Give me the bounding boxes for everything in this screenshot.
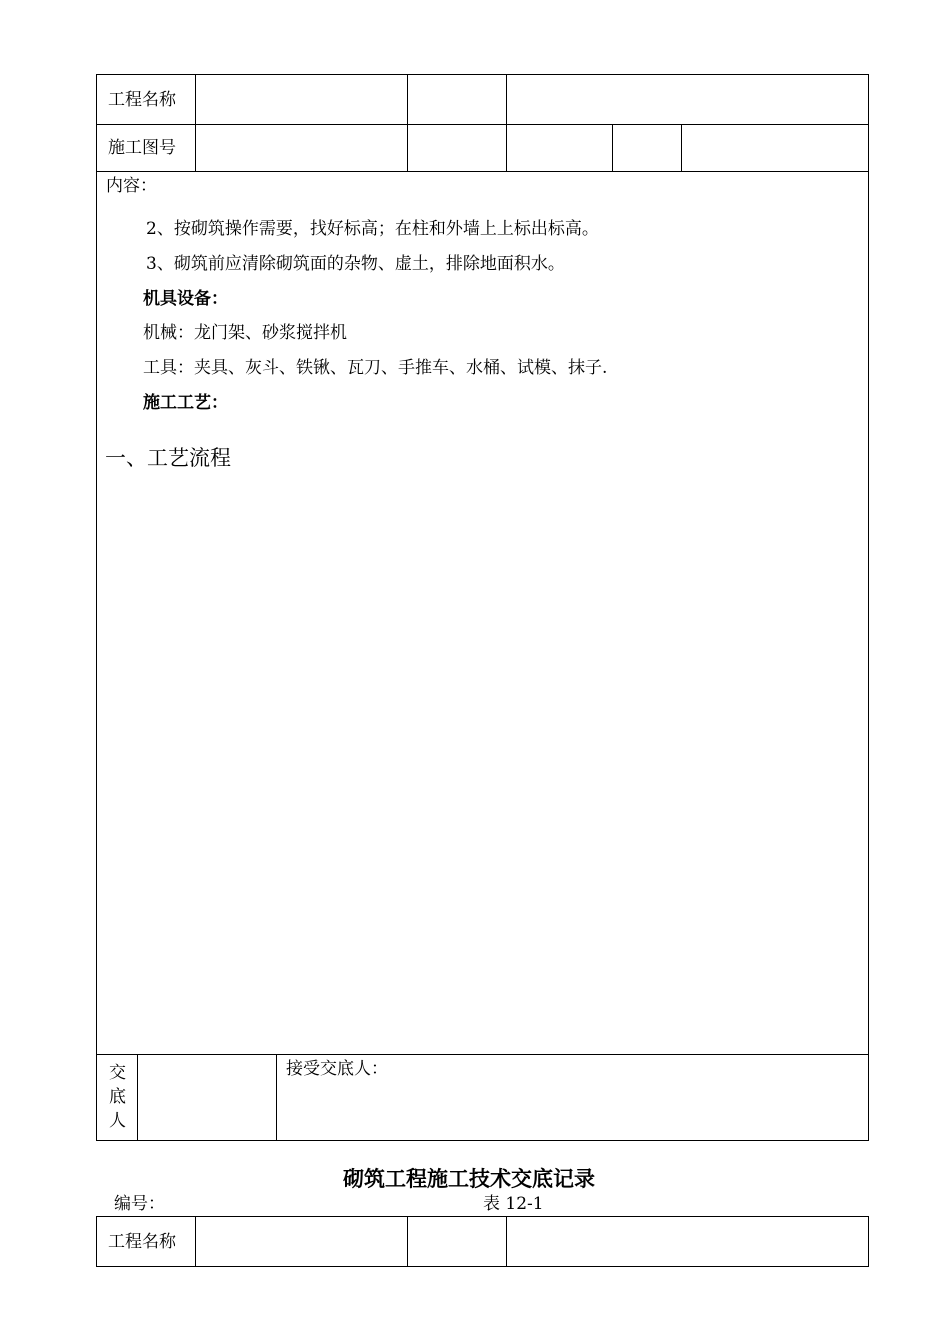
machinery-line: 机械：龙门架、砂浆搅拌机	[143, 323, 347, 343]
table-rule-bottom	[96, 1140, 869, 1141]
project-name-label: 工程名称	[108, 1232, 176, 1252]
header-field-label[interactable]	[408, 75, 506, 124]
giver-signature-field[interactable]	[138, 1055, 276, 1140]
header-field-value[interactable]	[682, 125, 868, 171]
equipment-heading: 机具设备：	[143, 289, 228, 309]
serial-number-label: 编号：	[114, 1194, 165, 1214]
header-field-label[interactable]	[408, 1217, 506, 1266]
giver-label	[99, 1061, 136, 1133]
giver-label-char: 交	[109, 1063, 126, 1083]
header-field-value[interactable]	[507, 125, 612, 171]
giver-label-char: 底	[109, 1087, 126, 1107]
project-name-label: 工程名称	[108, 90, 176, 110]
process-heading: 施工工艺：	[143, 393, 228, 413]
drawing-number-value[interactable]	[196, 125, 407, 171]
header-field-value[interactable]	[507, 75, 868, 124]
cell-divider	[276, 1054, 277, 1141]
drawing-number-label: 施工图号	[108, 138, 176, 158]
table-rule-left	[96, 1216, 97, 1267]
table-rule-right	[868, 1216, 869, 1267]
content-label: 内容：	[106, 176, 157, 196]
project-name-value[interactable]	[196, 1217, 407, 1266]
table-rule-left	[96, 74, 97, 1141]
project-name-value[interactable]	[196, 75, 407, 124]
header-field-value[interactable]	[507, 1217, 868, 1266]
document-title: 砌筑工程施工技术交底记录	[343, 1166, 595, 1191]
giver-label-char: 人	[109, 1111, 126, 1131]
section-heading: 一、工艺流程	[105, 446, 231, 470]
tools-line: 工具：夹具、灰斗、铁锹、瓦刀、手推车、水桶、试模、抹子.	[143, 358, 608, 378]
header-field-label[interactable]	[408, 125, 506, 171]
table-number: 表 12-1	[483, 1194, 544, 1214]
table-rule-row2	[96, 171, 869, 172]
content-line: 2、按砌筑操作需要，找好标高；在柱和外墙上上标出标高。	[146, 219, 599, 239]
table-rule-row1	[96, 1266, 869, 1267]
header-field-label[interactable]	[613, 125, 681, 171]
content-line: 3、砌筑前应清除砌筑面的杂物、虚土，排除地面积水。	[146, 254, 565, 274]
receiver-label: 接受交底人：	[286, 1059, 388, 1079]
table-rule-right	[868, 74, 869, 1141]
